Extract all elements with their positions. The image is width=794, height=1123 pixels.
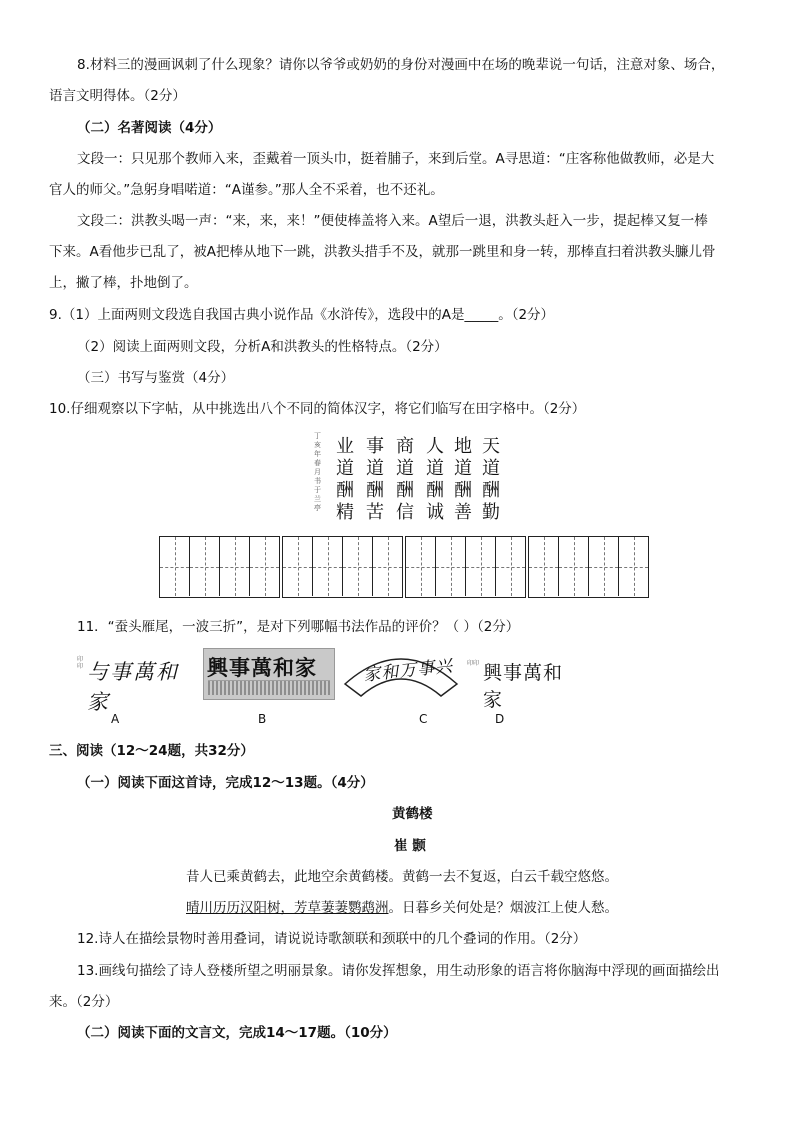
q8-line1: 8.材料三的漫画讽刺了什么现象？请你以爷爷或奶奶的身份对漫画中在场的晚辈说一句话，注意对象、场合， [77, 57, 725, 73]
q9-part2: （2）阅读上面两则文段，分析A和洪教头的性格特点。（2分） [77, 339, 448, 355]
option-a-text: 与事萬和家 [87, 660, 179, 714]
q13-line1: 13.画线句描绘了诗人登楼所望之明丽景象。请你发挥想象，用生动形象的语言将你脑海中浮现的画面描绘出 [77, 963, 720, 979]
part3-sub1: （一）阅读下面这首诗，完成12～13题。（4分） [77, 775, 374, 791]
poem-line2 [186, 898, 618, 918]
tian-grid-group[interactable] [405, 536, 526, 598]
tian-grid-group[interactable] [159, 536, 280, 598]
q10-text: 10.仔细观察以下字帖，从中挑选出八个不同的简体汉字，将它们临写在田字格中。（2分） [49, 401, 586, 417]
poem-line2-underlined: 晴川历历汉阳树，芳草萋萋鹦鹉洲 [186, 900, 389, 916]
tian-cell[interactable] [343, 537, 373, 596]
poem-title: 黄鹤楼 [392, 806, 433, 822]
section2-p2-line3: 上，撇了棒，扑地倒了。 [49, 275, 198, 291]
tian-cell[interactable] [406, 537, 436, 596]
option-d-text: 興事萬和家 [483, 662, 564, 711]
section2-p1-line2: 官人的师父。”急躬身唱喏道：“A谨参。”那人全不采着，也不还礼。 [49, 182, 444, 198]
tian-grid-group[interactable] [528, 536, 649, 598]
q11-text: 11．“蚕头雁尾，一波三折”，是对下列哪幅书法作品的评价？（ ）（2分） [77, 619, 520, 635]
calligraphy-option-b[interactable] [203, 648, 335, 700]
copybook-column: 天道酬勤 [482, 436, 500, 523]
option-a-label: A [111, 712, 120, 726]
section3-heading: （三）书写与鉴赏（4分） [77, 370, 235, 386]
option-b-text: 興事萬和家 [207, 655, 317, 680]
part3-heading: 三、阅读（12～24题，共32分） [49, 743, 254, 759]
tian-cell[interactable] [160, 537, 190, 596]
section2-heading: （二）名著阅读（4分） [77, 120, 222, 136]
section2-p1-line1: 文段一：只见那个教师入来，歪戴着一顶头巾，挺着脯子，来到后堂。A寻思道：“庄客称他做教师，必是大 [77, 151, 715, 167]
tian-cell[interactable] [559, 537, 589, 596]
tian-cell[interactable] [589, 537, 619, 596]
section2-p2-line1: 文段二：洪教头喝一声：“来，来，来！”便使棒盖将入来。A望后一退，洪教头赶入一步，提起棒又复一棒 [77, 213, 708, 229]
calligraphy-option-d[interactable]: 印印 興事萬和家 [467, 648, 577, 698]
tian-cell[interactable] [436, 537, 466, 596]
tian-cell[interactable] [313, 537, 343, 596]
copybook-column: 地道酬善 [454, 436, 472, 523]
q9-part1: 9.（1）上面两则文段选自我国古典小说作品《水浒传》，选段中的A是_____。（2分） [49, 307, 555, 323]
tian-cell[interactable] [220, 537, 250, 596]
copybook-column: 业道酬精 [336, 436, 354, 523]
calligraphy-option-c[interactable] [341, 648, 461, 698]
option-d-label: D [495, 712, 505, 726]
tian-cell[interactable] [496, 537, 525, 596]
q13-line2: 来。（2分） [49, 994, 119, 1010]
tian-cell[interactable] [529, 537, 559, 596]
option-c-text: 家和万事兴 [362, 656, 455, 686]
q8-line2: 语言文明得体。（2分） [49, 88, 186, 104]
copybook-image [312, 428, 502, 523]
tian-grid[interactable] [159, 536, 649, 598]
tian-cell[interactable] [619, 537, 648, 596]
tian-cell[interactable] [250, 537, 279, 596]
poem-line1: 昔人已乘黄鹤去，此地空余黄鹤楼。黄鹤一去不复返，白云千载空悠悠。 [186, 869, 618, 885]
poem-author: 崔 颢 [394, 838, 426, 854]
tian-grid-group[interactable] [282, 536, 403, 598]
tian-cell[interactable] [373, 537, 402, 596]
section2-p2-line2: 下来。A看他步已乱了，被A把棒从地下一跳，洪教头措手不及，就那一跳里和身一转，那棒直扫着洪教头臁儿骨 [49, 244, 716, 260]
option-c-label: C [419, 712, 428, 726]
tian-cell[interactable] [190, 537, 220, 596]
option-b-label: B [258, 712, 267, 726]
copybook-seal: 丁亥年春月书于兰亭 [314, 432, 321, 512]
copybook-column: 事道酬苦 [366, 436, 384, 523]
tian-cell[interactable] [466, 537, 496, 596]
q12-text: 12.诗人在描绘景物时善用叠词，请说说诗歌颔联和颈联中的几个叠词的作用。（2分） [77, 931, 587, 947]
copybook-column: 人道酬诚 [426, 436, 444, 523]
calligraphy-option-a[interactable]: 印印 与事萬和家 [77, 648, 197, 698]
copybook-column: 商道酬信 [396, 436, 414, 523]
part3-sub2: （二）阅读下面的文言文，完成14～17题。（10分） [77, 1025, 397, 1041]
poem-line2-rest: 。日暮乡关何处是？烟波江上使人愁。 [388, 900, 618, 916]
tian-cell[interactable] [283, 537, 313, 596]
